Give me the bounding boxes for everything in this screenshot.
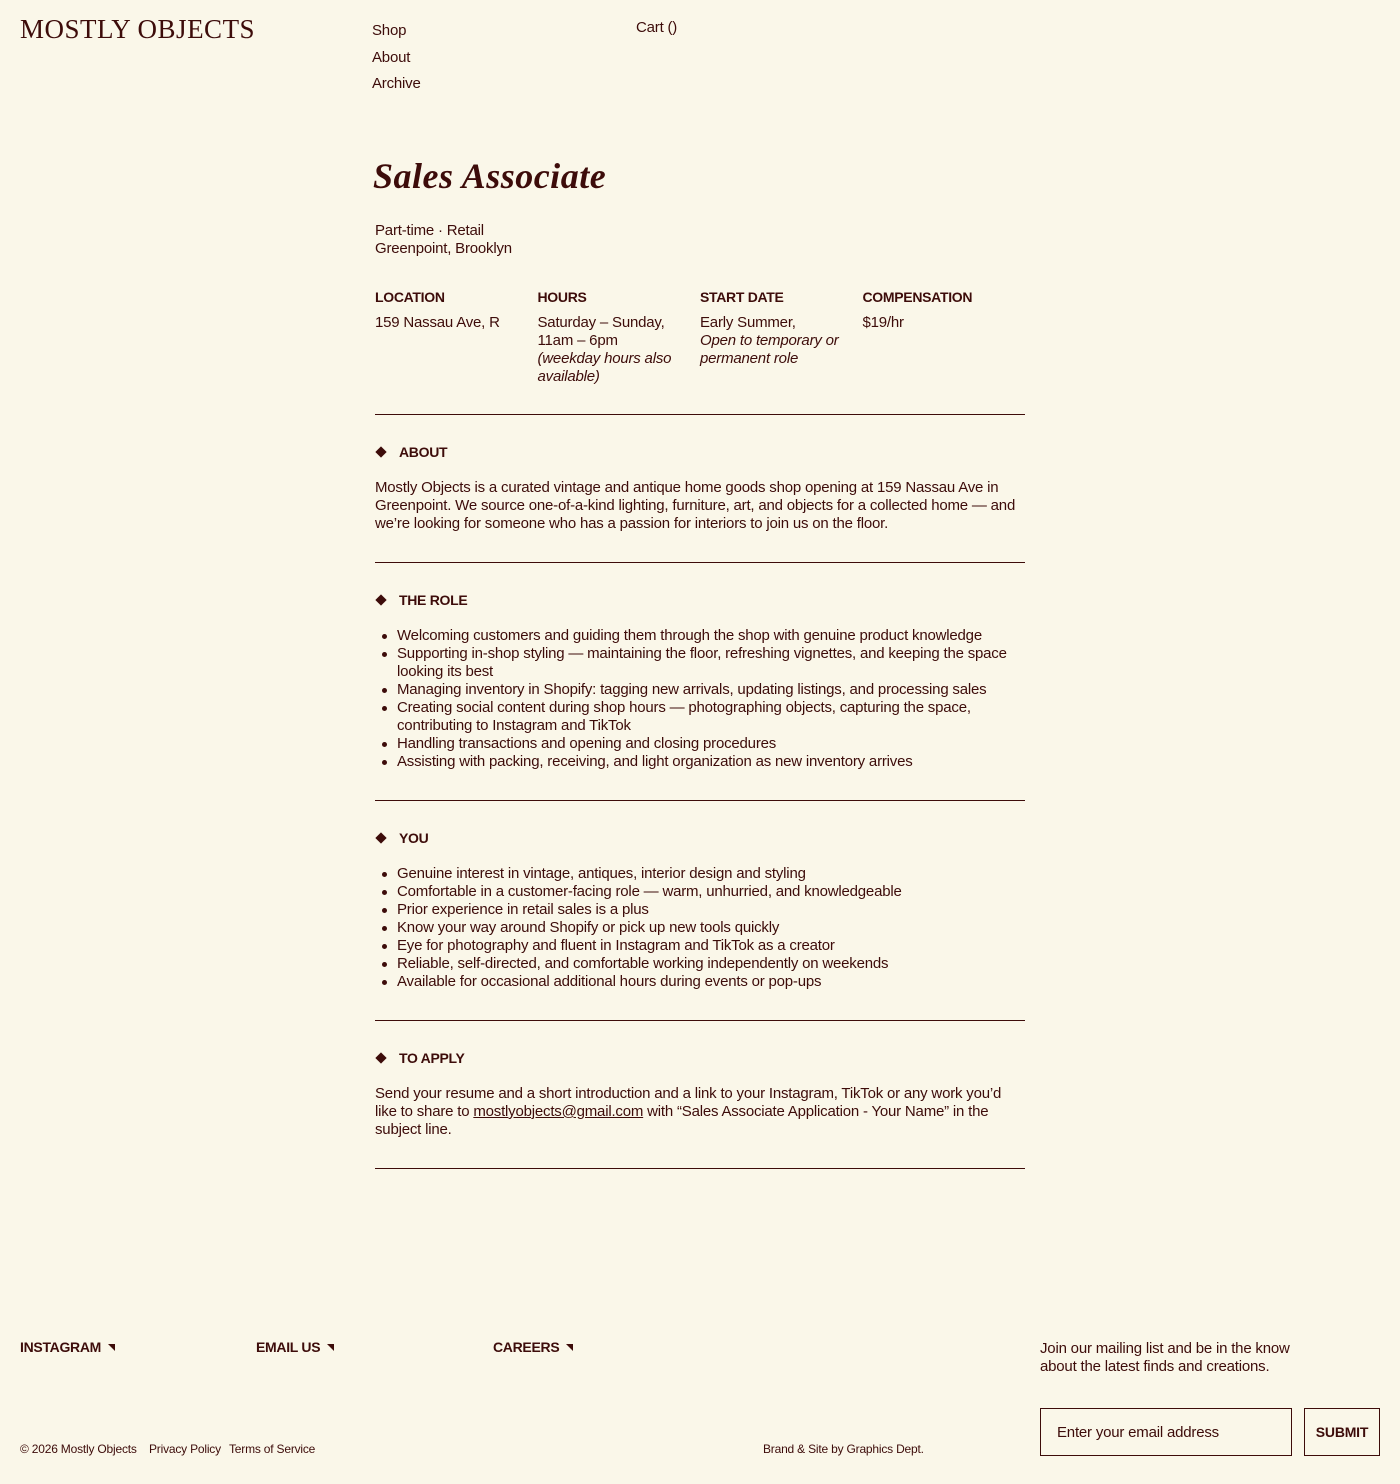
job-facts bbox=[375, 288, 1025, 386]
fact-note: (weekday hours also available) bbox=[537, 350, 672, 385]
copyright: © 2026 Mostly Objects bbox=[20, 1442, 137, 1456]
diamond-icon bbox=[375, 594, 386, 605]
list-item: Creating social content during shop hours — photographing objects, capturing the space, contributing to Instagram and TikTok bbox=[375, 699, 1025, 735]
arrow-icon bbox=[566, 1344, 573, 1351]
mailing-list-text: Join our mailing list and be in the know about the latest finds and creations. bbox=[1040, 1340, 1290, 1375]
list-item: Reliable, self-directed, and comfortable working independently on weekends bbox=[375, 955, 1025, 973]
fact-compensation bbox=[863, 288, 1026, 386]
section-header bbox=[375, 829, 1025, 847]
nav-archive[interactable]: Archive bbox=[372, 75, 421, 92]
section-heading: YOU bbox=[399, 830, 429, 846]
list-item: Assisting with packing, receiving, and light organization as new inventory arrives bbox=[375, 753, 1025, 771]
email-us-label: EMAIL US bbox=[256, 1339, 321, 1355]
fact-value: Early Summer, bbox=[700, 314, 796, 331]
nav-shop[interactable]: Shop bbox=[372, 22, 407, 39]
section-you bbox=[375, 801, 1025, 1020]
list-item: Welcoming customers and guiding them through the shop with genuine product knowledge bbox=[375, 627, 1025, 645]
job-meta bbox=[375, 222, 1025, 258]
section-header bbox=[375, 591, 1025, 609]
section-about bbox=[375, 415, 1025, 562]
terms-of-service-link[interactable]: Terms of Service bbox=[229, 1442, 316, 1456]
fact-note: Open to temporary or permanent role bbox=[700, 332, 839, 367]
email-us-link[interactable] bbox=[256, 1339, 334, 1355]
section-header bbox=[375, 443, 1025, 461]
fact-label: START DATE bbox=[700, 289, 784, 305]
arrow-icon bbox=[327, 1344, 334, 1351]
logo[interactable]: MOSTLY OBJECTS bbox=[20, 14, 256, 44]
careers-label: CAREERS bbox=[493, 1339, 560, 1355]
job-posting bbox=[375, 150, 1025, 1169]
site-credit-link[interactable]: Brand & Site by Graphics Dept. bbox=[763, 1442, 924, 1456]
instagram-label: INSTAGRAM bbox=[20, 1339, 102, 1355]
section-heading: THE ROLE bbox=[399, 592, 468, 608]
apply-text-end: with “Sales Associate Application - Your Name” in the subject line. bbox=[375, 1103, 989, 1138]
diamond-icon bbox=[375, 1052, 386, 1063]
section-heading: TO APPLY bbox=[399, 1050, 465, 1066]
list-item: Supporting in-shop styling — maintaining the floor, refreshing vignettes, and keeping the space looking its best bbox=[375, 645, 1025, 681]
list-item: Comfortable in a customer-facing role — warm, unhurried, and knowledgeable bbox=[375, 883, 1025, 901]
fact-location bbox=[375, 288, 538, 386]
list-item: Genuine interest in vintage, antiques, interior design and styling bbox=[375, 865, 1025, 883]
nav-about[interactable]: About bbox=[372, 48, 411, 66]
job-title: Sales Associate bbox=[373, 156, 607, 196]
list-item: Prior experience in retail sales is a plus bbox=[375, 901, 1025, 919]
fact-label: HOURS bbox=[537, 289, 587, 305]
list-item: Eye for photography and fluent in Instagram and TikTok as a creator bbox=[375, 937, 1025, 955]
instagram-link[interactable] bbox=[20, 1339, 115, 1355]
role-list bbox=[375, 627, 1025, 771]
apply-text-start: Send your resume and a short introduction and a link to your Instagram, TikTok or any work you’d like to share to bbox=[375, 1085, 1002, 1120]
divider bbox=[375, 1168, 1025, 1169]
list-item: Handling transactions and opening and closing procedures bbox=[375, 735, 1025, 753]
section-apply bbox=[375, 1021, 1025, 1168]
job-area: Greenpoint, Brooklyn bbox=[375, 240, 512, 257]
job-type: Part-time · Retail bbox=[375, 222, 484, 239]
list-item: Know your way around Shopify or pick up new tools quickly bbox=[375, 919, 1025, 937]
careers-link[interactable] bbox=[493, 1339, 573, 1355]
email-input[interactable] bbox=[1040, 1408, 1292, 1456]
fact-hours bbox=[538, 288, 701, 386]
list-item: Available for occasional additional hours during events or pop-ups bbox=[375, 973, 1025, 991]
apply-text bbox=[375, 1085, 1025, 1139]
about-text: Mostly Objects is a curated vintage and antique home goods shop opening at 159 Nassau Ave in Greenpoint. We source one-of-a-kind lighting, furniture, art, and objects for a collected home — and we’re looking for someone who has a passion for interiors to join us on the floor. bbox=[375, 479, 1016, 532]
diamond-icon bbox=[375, 832, 386, 843]
fact-label: COMPENSATION bbox=[862, 289, 973, 305]
fact-value: $19/hr bbox=[862, 314, 904, 331]
apply-email-link[interactable]: mostlyobjects@gmail.com bbox=[473, 1103, 644, 1120]
main-nav bbox=[372, 18, 421, 98]
fact-start-date bbox=[700, 288, 863, 386]
fact-value: 159 Nassau Ave, R bbox=[375, 314, 500, 331]
you-list bbox=[375, 865, 1025, 991]
section-role bbox=[375, 563, 1025, 800]
fact-label: LOCATION bbox=[375, 289, 445, 305]
cart-link[interactable]: Cart () bbox=[636, 19, 678, 36]
section-heading: ABOUT bbox=[399, 444, 448, 460]
fact-value: Saturday – Sunday, 11am – 6pm bbox=[537, 314, 665, 349]
section-header bbox=[375, 1049, 1025, 1067]
list-item: Managing inventory in Shopify: tagging new arrivals, updating listings, and processing sales bbox=[375, 681, 1025, 699]
arrow-icon bbox=[108, 1344, 115, 1351]
submit-button[interactable]: SUBMIT bbox=[1304, 1408, 1380, 1456]
diamond-icon bbox=[375, 446, 386, 457]
privacy-policy-link[interactable]: Privacy Policy bbox=[149, 1442, 221, 1456]
